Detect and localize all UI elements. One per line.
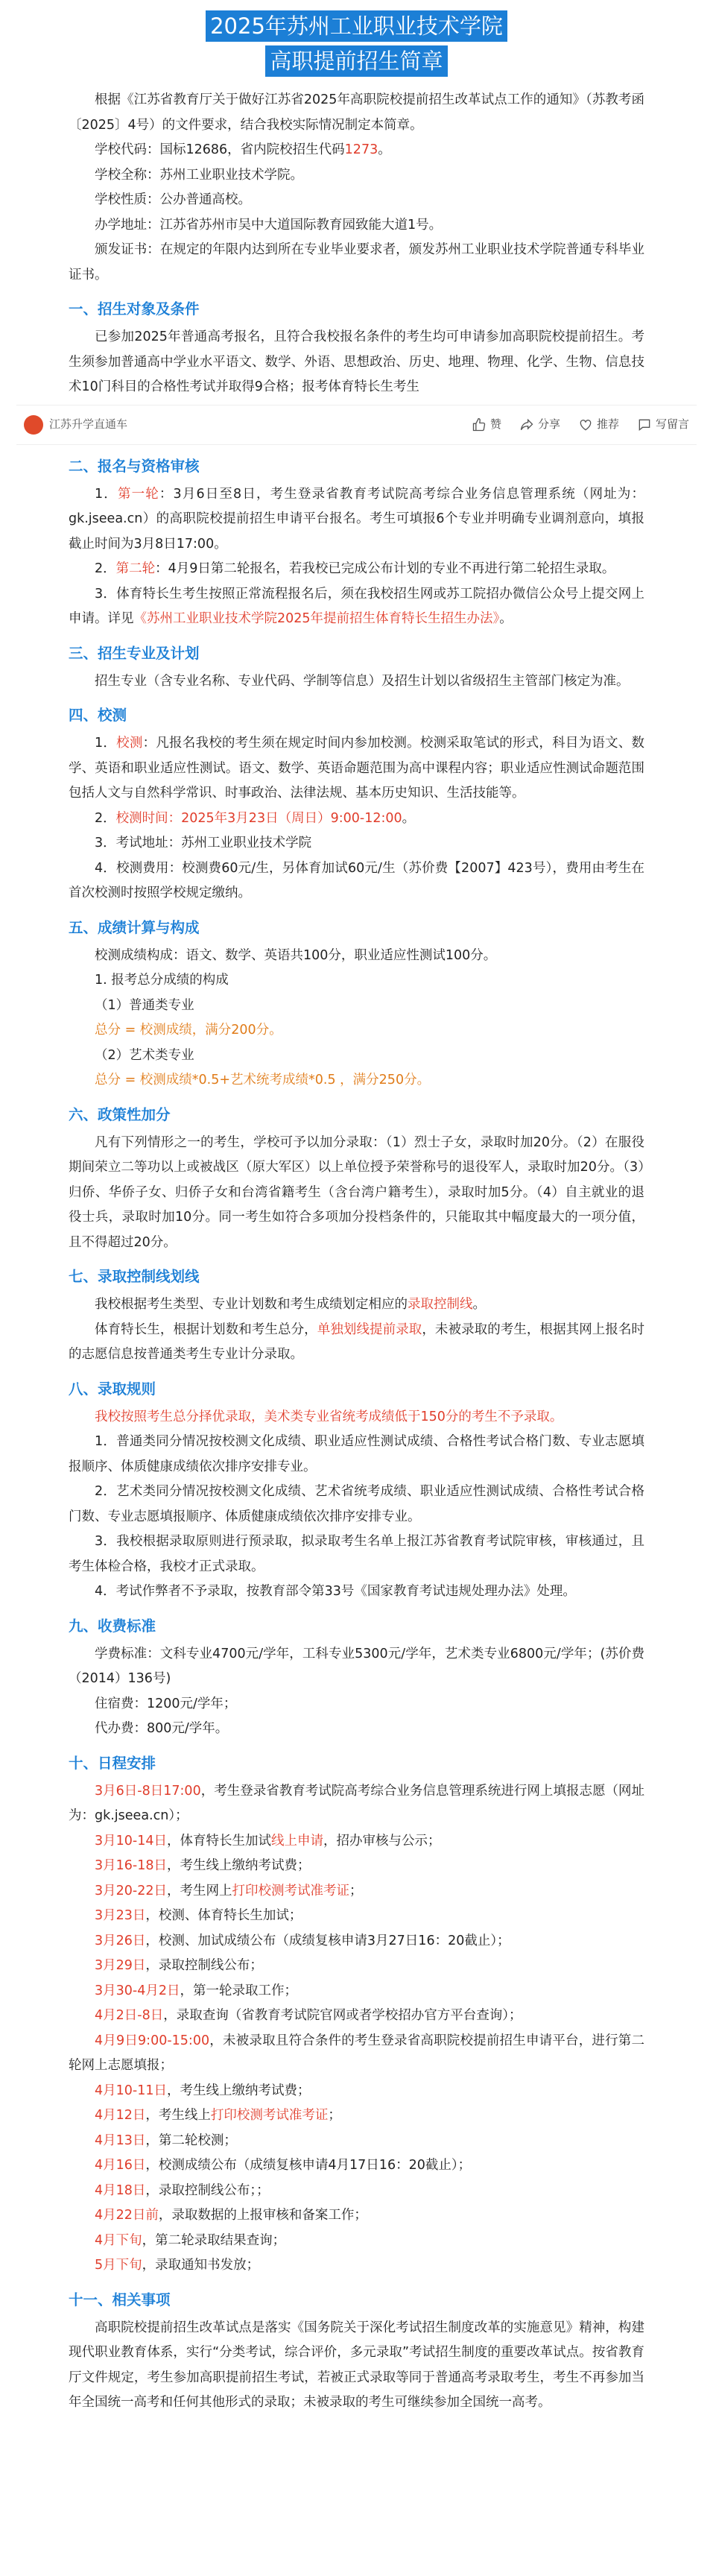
title-line-1: 2025年苏州工业职业技术学院 [69,10,644,43]
section-4-item-2: 2．校测时间：2025年3月23日（周日）9:00-12:00。 [95,810,416,826]
title-line-2: 高职提前招生简章 [69,45,644,78]
section-8-item-3: 3．我校根据录取原则进行预录取，拟录取考生名单上报江苏省教育考试院审核，审核通过，且考生体检合格，我校才正式录取。 [69,1534,644,1574]
section-1-text: 已参加2025年普通高考报名，且符合我校报名条件的考生均可申请参加高职院校提前招生。考生须参加普通高中学业水平语文、数学、外语、思想政治、历史、地理、物理、化学、生物、信息技术10门科目的合格性考试并取得9合格；报考体育特长生考生 [69,329,644,394]
section-heading-10: 十、日程安排 [69,1754,156,1772]
section-4-item-1: 1．校测：凡报名我校的考生须在规定时间内参加校测。校测采取笔试的形式，科目为语文、数学、英语和职业适应性测试。语文、数学、英语命题范围为高中课程内容；职业适应性测试命题范围包括人文与自然科学常识、时事政治、法律法规、基本历史知识、生活技能等。 [69,736,645,801]
section-8-item-4: 4．考试作弊者不予录取，按教育部令第33号《国家教育考试违规处理办法》处理。 [95,1584,576,1599]
section-heading-4: 四、校测 [69,707,127,724]
section-5-line-1: 校测成绩构成：语文、数学、英语共100分，职业适应性测试100分。 [95,947,497,963]
schedule-item: 4月下旬，第二轮录取结果查询； [95,2232,286,2248]
section-8-item-1: 1．普通类同分情况按校测文化成绩、职业适应性测试成绩、合格性考试合格门数、专业志愿填报顺序、体质健康成绩依次排序安排专业。 [69,1434,644,1474]
schedule-item: 4月9日9:00-15:00，未被录取且符合条件的考生登录省高职院校提前招生申请平台，进行第二轮网上志愿填报； [69,2033,644,2073]
schedule-item: 4月18日，录取控制线公布；； [95,2182,270,2198]
section-2-item-2: 2．第二轮：4月9日第二轮报名，若我校已完成公布计划的专业不再进行第二轮招生录取。 [95,561,615,576]
section-7-item-2: 体育特长生，根据计划数和考生总分，单独划线提前录取，未被录取的考生，根据其网上报名时的志愿信息按普通类考生专业计分录取。 [69,1322,645,1362]
section-9-line-1: 学费标准：文科专业4700元/学年，工科专业5300元/学年，艺术类专业6800元/学年；(苏价费（2014）136号) [69,1646,644,1686]
school-nature: 学校性质：公办普通高校。 [95,192,251,207]
certificate-info: 颁发证书：在规定的年限内达到所在专业毕业要求者，颁发苏州工业职业技术学院普通专科毕业证书。 [69,242,644,282]
section-4-item-3: 3．考试地址：苏州工业职业技术学院 [95,836,312,850]
section-heading-3: 三、招生专业及计划 [69,644,200,662]
schedule-item: 4月13日，第二轮校测； [95,2133,237,2148]
section-heading-5: 五、成绩计算与构成 [69,918,200,936]
sports-rules-link[interactable]: 《苏州工业职业技术学院2025年提前招生体育特长生招生办法》 [133,611,500,626]
schedule-list [69,1779,644,2279]
schedule-item: 3月29日，录取控制线公布； [95,1958,263,1973]
section-heading-8: 八、录取规则 [69,1380,156,1398]
schedule-item: 4月12日，考生线上打印校测考试准考证； [95,2108,341,2123]
brand-logo[interactable] [24,412,127,438]
schedule-item: 3月23日，校测、体育特长生加试； [95,1908,302,1923]
schedule-item: 3月30-4月2日，第一轮录取工作； [95,1983,297,1998]
section-8-rule: 我校按照考生总分择优录取，美术类专业省统考成绩低于150分的考生不予录取。 [95,1409,563,1424]
schedule-item: 4月2日-8日，录取查询（省教育考试院官网或者学校招办官方平台查询）； [95,2008,522,2023]
schedule-item: 4月10-11日，考生线上缴纳考试费； [95,2083,311,2098]
share-button[interactable]: 分享 [519,412,560,438]
share-icon [519,417,534,432]
schedule-item: 5月下旬，录取通知书发放； [95,2258,260,2273]
schedule-item: 4月16日，校测成绩公布（成绩复核申请4月17日16：20截止）； [95,2158,472,2173]
section-9-line-3: 代办费：800元/学年。 [95,1721,229,1736]
thumbs-up-icon [472,417,487,432]
section-9-line-2: 住宿费：1200元/学年； [95,1696,237,1711]
schedule-item: 3月16-18日，考生线上缴纳考试费； [95,1858,311,1873]
brand-logo-icon [24,415,43,435]
comment-icon [637,417,652,432]
schedule-item: 3月26日，校测、加试成绩公布（成绩复核申请3月27日16：20截止）； [95,1933,510,1948]
comment-button[interactable]: 写留言 [637,412,689,438]
action-bar [16,405,697,445]
section-heading-1: 一、招生对象及条件 [69,300,200,318]
section-5-line-3: （1）普通类专业 [95,997,194,1013]
section-heading-2: 二、报名与资格审核 [69,457,200,475]
section-8-item-2: 2．艺术类同分情况按校测文化成绩、艺术省统考成绩、职业适应性测试成绩、合格性考试合格门数、专业志愿填报顺序、体质健康成绩依次排序安排专业。 [69,1484,644,1524]
schedule-item: 4月22日前，录取数据的上报审核和备案工作； [95,2208,367,2223]
school-fullname: 学校全称：苏州工业职业技术学院。 [95,167,303,183]
section-5-line-5: （2）艺术类专业 [95,1047,194,1063]
section-heading-6: 六、政策性加分 [69,1105,171,1123]
section-heading-11: 十一、相关事项 [69,2291,171,2308]
intro-paragraph: 根据《江苏省教育厅关于做好江苏省2025年高职院校提前招生改革试点工作的通知》（苏教考函〔2025〕4号）的文件要求，结合我校实际情况制定本简章。 [69,92,644,133]
school-code: 学校代码：国标12686，省内院校招生代码1273。 [95,142,391,157]
section-5-line-2: 1. 报考总分成绩的构成 [95,973,229,988]
section-11-text: 高职院校提前招生改革试点是落实《国务院关于深化考试招生制度改革的实施意见》精神，构建现代职业教育体系，实行“分类考试，综合评价，多元录取”考试招生制度的重要改革试点。按省教育厅文件规定，考生参加高职提前招生考试，若被正式录取等同于普通高考录取考生，考生不再参加当年全国统一高考和任何其他形式的录取；未被录取的考生可继续参加全国统一高考。 [69,2320,644,2410]
schedule-item: 3月6日-8日17:00，考生登录省教育考试院高考综合业务信息管理系统进行网上填报志愿（网址为：gk.jseea.cn）； [69,1783,644,1823]
brand-name: 江苏升学直通车 [49,417,128,431]
schedule-item: 3月10-14日，体育特长生加试线上申请，招办审核与公示； [95,1833,441,1849]
section-heading-9: 九、收费标准 [69,1617,156,1635]
schedule-item: 3月20-22日，考生网上打印校测考试准考证； [95,1883,363,1898]
section-5-line-4: 总分 = 校测成绩，满分200分。 [95,1023,282,1038]
heart-icon [578,417,593,432]
section-4-item-4: 4．校测费用：校测费60元/生，另体育加试60元/生（苏价费【2007】423号），费用由考生在首次校测时按照学校规定缴纳。 [69,860,644,900]
section-2-item-3: 3．体育特长生考生按照正常流程报名后，须在我校招生网或苏工院招办微信公众号上提交网上申请。详见《苏州工业职业技术学院2025年提前招生体育特长生招生办法》。 [69,586,644,626]
school-address: 办学地址：江苏省苏州市吴中大道国际教育园致能大道1号。 [95,217,443,233]
section-heading-7: 七、录取控制线划线 [69,1268,200,1285]
recommend-button[interactable]: 推荐 [578,412,619,438]
like-button[interactable]: 赞 [472,412,501,438]
section-7-item-1: 我校根据考生类型、专业计划数和考生成绩划定相应的录取控制线。 [95,1297,486,1312]
section-2-item-1: 1．第一轮：3月6日至8日，考生登录省教育考试院高考综合业务信息管理系统（网址为：gk.jseea.cn）的高职院校提前招生申请平台报名。考生可填报6个专业并明确专业调剂意向，填报截止时间为3月8日17:00。 [69,486,644,552]
section-5-line-6: 总分 = 校测成绩*0.5+艺术统考成绩*0.5 ，满分250分。 [95,1073,431,1087]
section-3-text: 招生专业（含专业名称、专业代码、学制等信息）及招生计划以省级招生主管部门核定为准。 [95,673,630,689]
section-6-text: 凡有下列情形之一的考生，学校可予以加分录取：（1）烈士子女，录取时加20分。（2）在服役期间荣立二等功以上或被战区（原大军区）以上单位授予荣誉称号的退役军人，录取时加20分。（3）归侨、华侨子女、归侨子女和台湾省籍考生（含台湾户籍考生），录取时加5分。（4）自主就业的退役士兵，录取时加10分。同一考生如符合多项加分投档条件的，只能取其中幅度最大的一项分值，且不得超过20分。 [69,1134,644,1250]
